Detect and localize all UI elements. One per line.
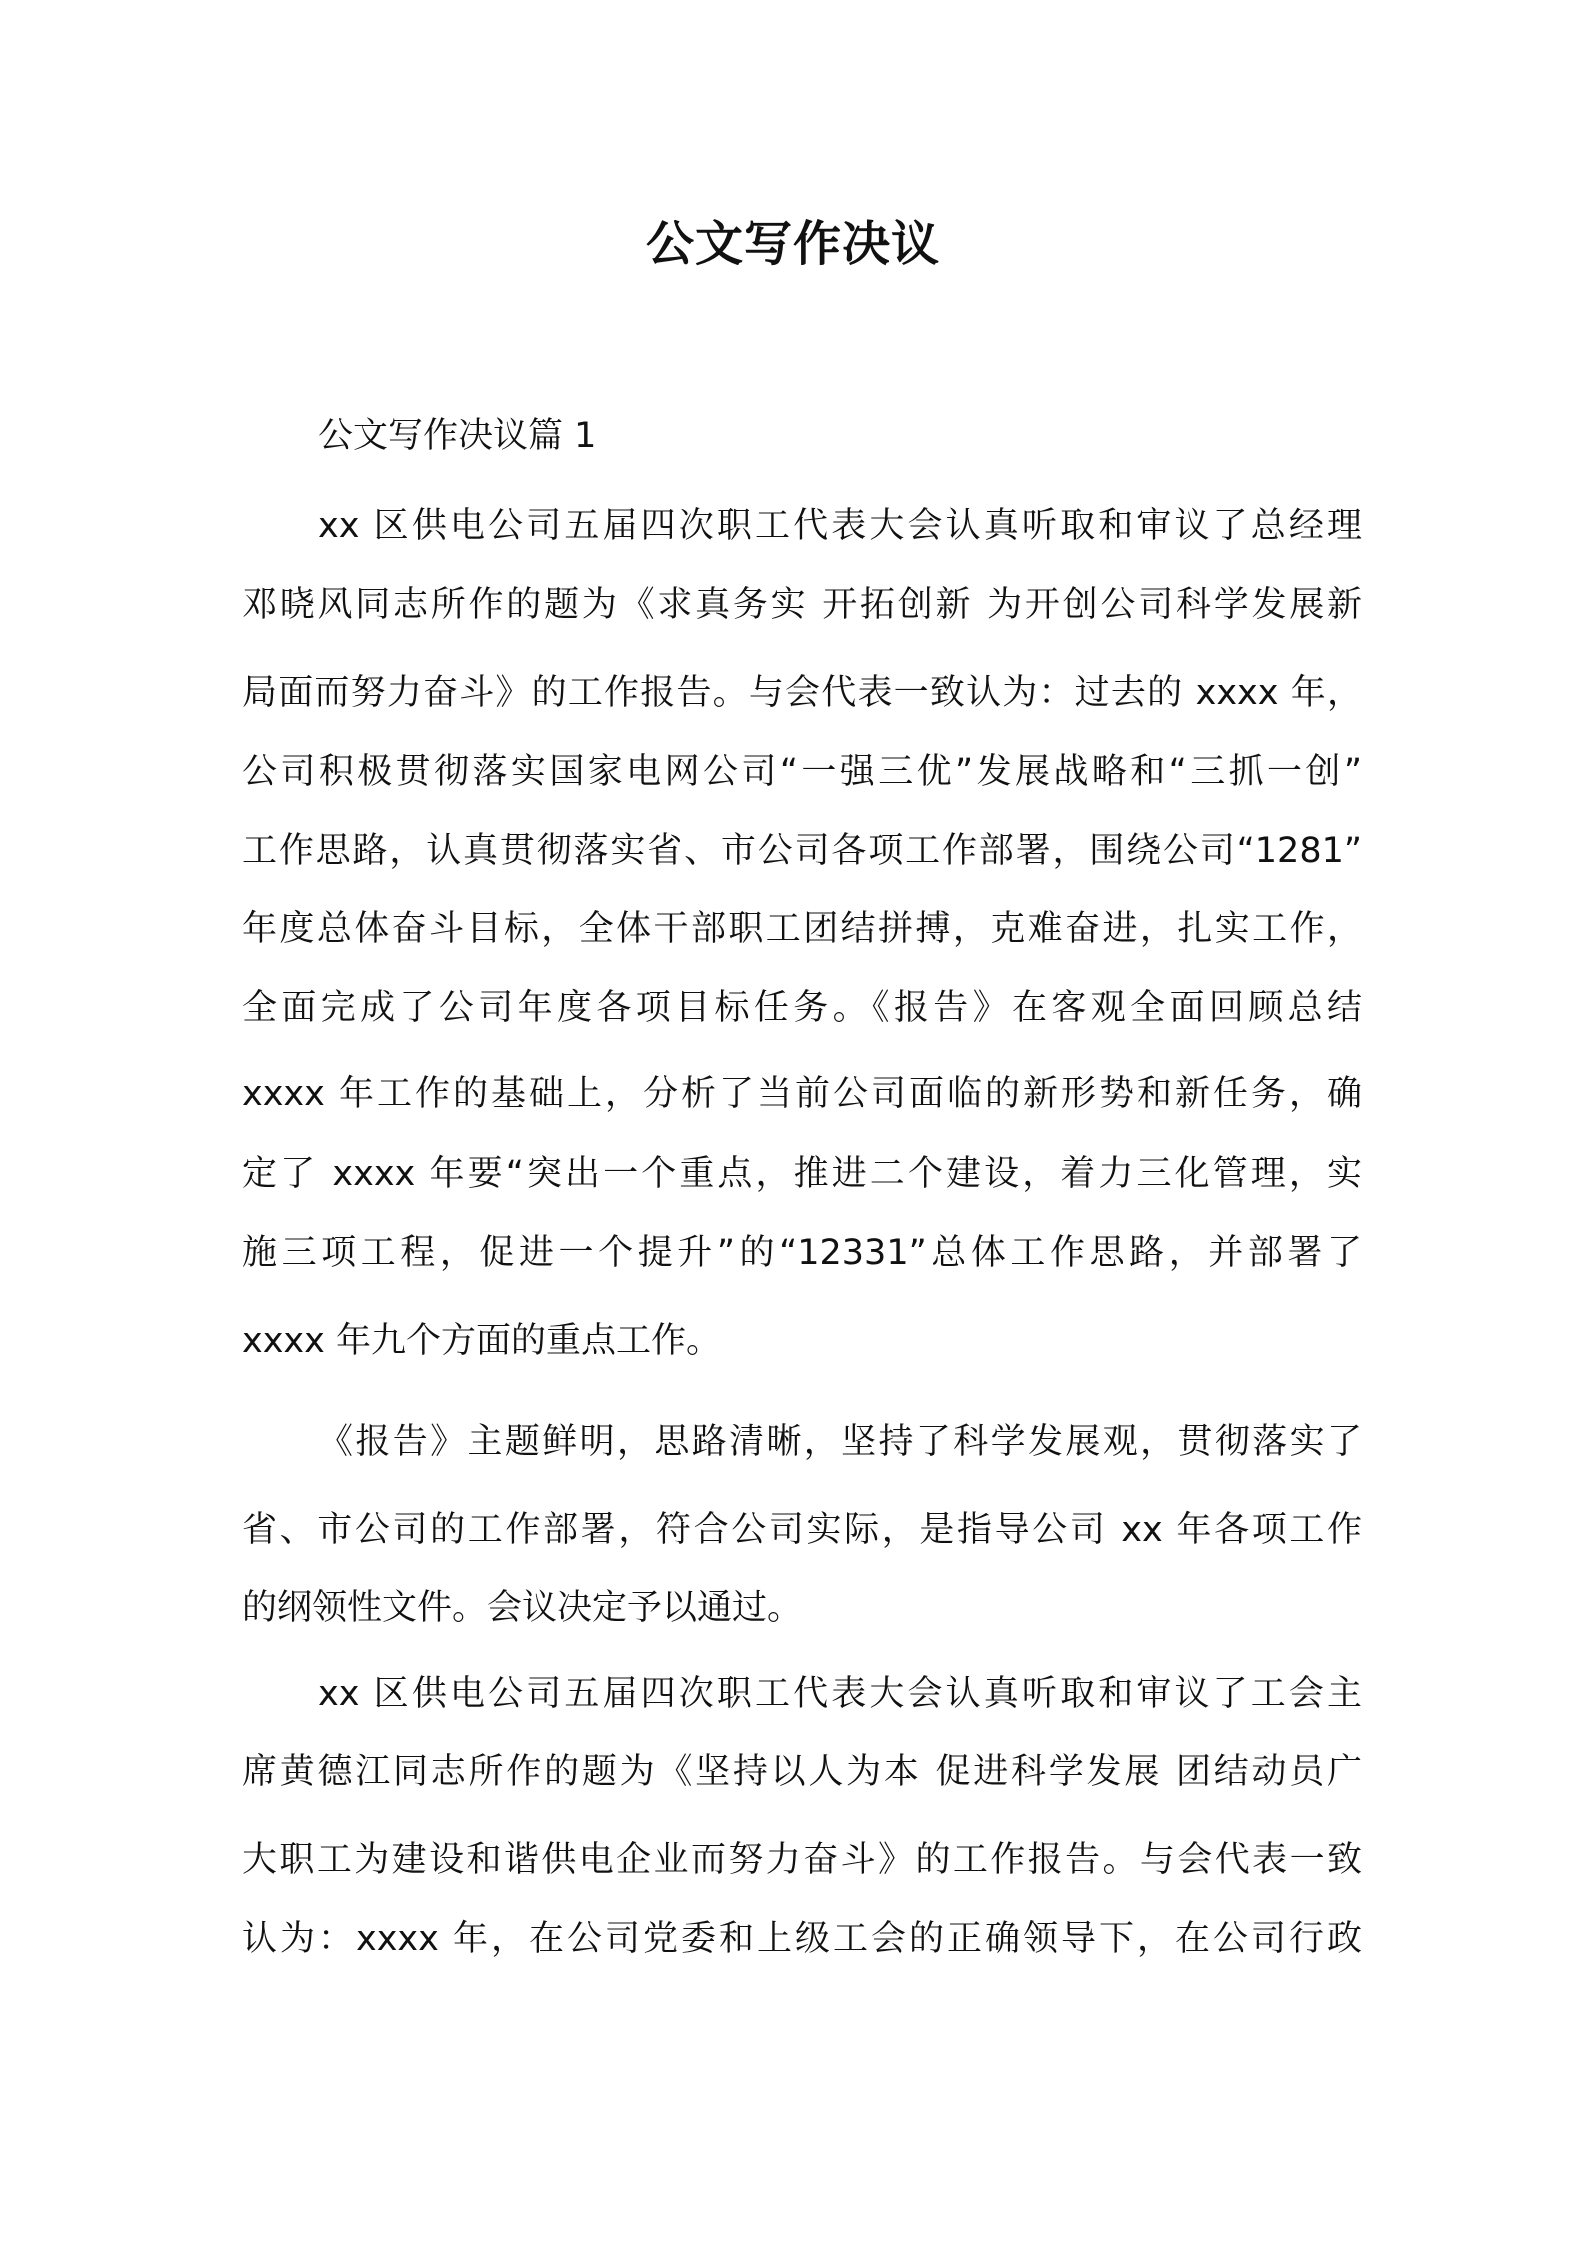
paragraph-line: xx 区供电公司五届四次职工代表大会认真听取和审议了总经理 (318, 506, 1362, 546)
paragraph-line: 定了 xxxx 年要“突出一个重点，推进二个建设，着力三化管理，实 (242, 1154, 1362, 1194)
paragraph-line: 公司积极贯彻落实国家电网公司“一强三优”发展战略和“三抓一创” (242, 752, 1362, 792)
paragraph-line: 邓晓风同志所作的题为《求真务实 开拓创新 为开创公司科学发展新 (242, 585, 1362, 625)
paragraph-line: 大职工为建设和谐供电企业而努力奋斗》的工作报告。与会代表一致 (242, 1840, 1362, 1880)
paragraph-line: 《报告》主题鲜明，思路清晰，坚持了科学发展观，贯彻落实了 (318, 1422, 1362, 1462)
paragraph-2 (242, 1418, 1362, 1632)
paragraph-line: xxxx 年九个方面的重点工作。 (242, 1321, 721, 1361)
paragraph-line: 局面而努力奋斗》的工作报告。与会代表一致认为：过去的 xxxx 年， (242, 673, 1362, 713)
paragraph-line: 席黄德江同志所作的题为《坚持以人为本 促进科学发展 团结动员广 (242, 1752, 1362, 1792)
paragraph-line: 的纲领性文件。会议决定予以通过。 (242, 1588, 803, 1628)
paragraph-1 (242, 502, 1362, 1365)
paragraph-line: 省、市公司的工作部署，符合公司实际，是指导公司 xx 年各项工作 (242, 1510, 1362, 1550)
paragraph-line: xx 区供电公司五届四次职工代表大会认真听取和审议了工会主 (318, 1674, 1362, 1714)
paragraph-line: 全面完成了公司年度各项目标任务。《报告》在客观全面回顾总结 (242, 988, 1362, 1028)
paragraph-line: xxxx 年工作的基础上，分析了当前公司面临的新形势和新任务，确 (242, 1074, 1362, 1114)
document-title: 公文写作决议 (645, 216, 940, 272)
paragraph-line: 年度总体奋斗目标，全体干部职工团结拼搏，克难奋进，扎实工作， (242, 909, 1362, 949)
paragraph-3 (242, 1670, 1362, 1963)
paragraph-line: 工作思路，认真贯彻落实省、市公司各项工作部署，围绕公司“1281” (242, 831, 1362, 871)
paragraph-line: 认为：xxxx 年，在公司党委和上级工会的正确领导下，在公司行政 (242, 1919, 1362, 1959)
paragraph-line: 施三项工程，促进一个提升”的“12331”总体工作思路，并部署了 (242, 1233, 1362, 1273)
section-heading: 公文写作决议篇 1 (318, 416, 597, 456)
